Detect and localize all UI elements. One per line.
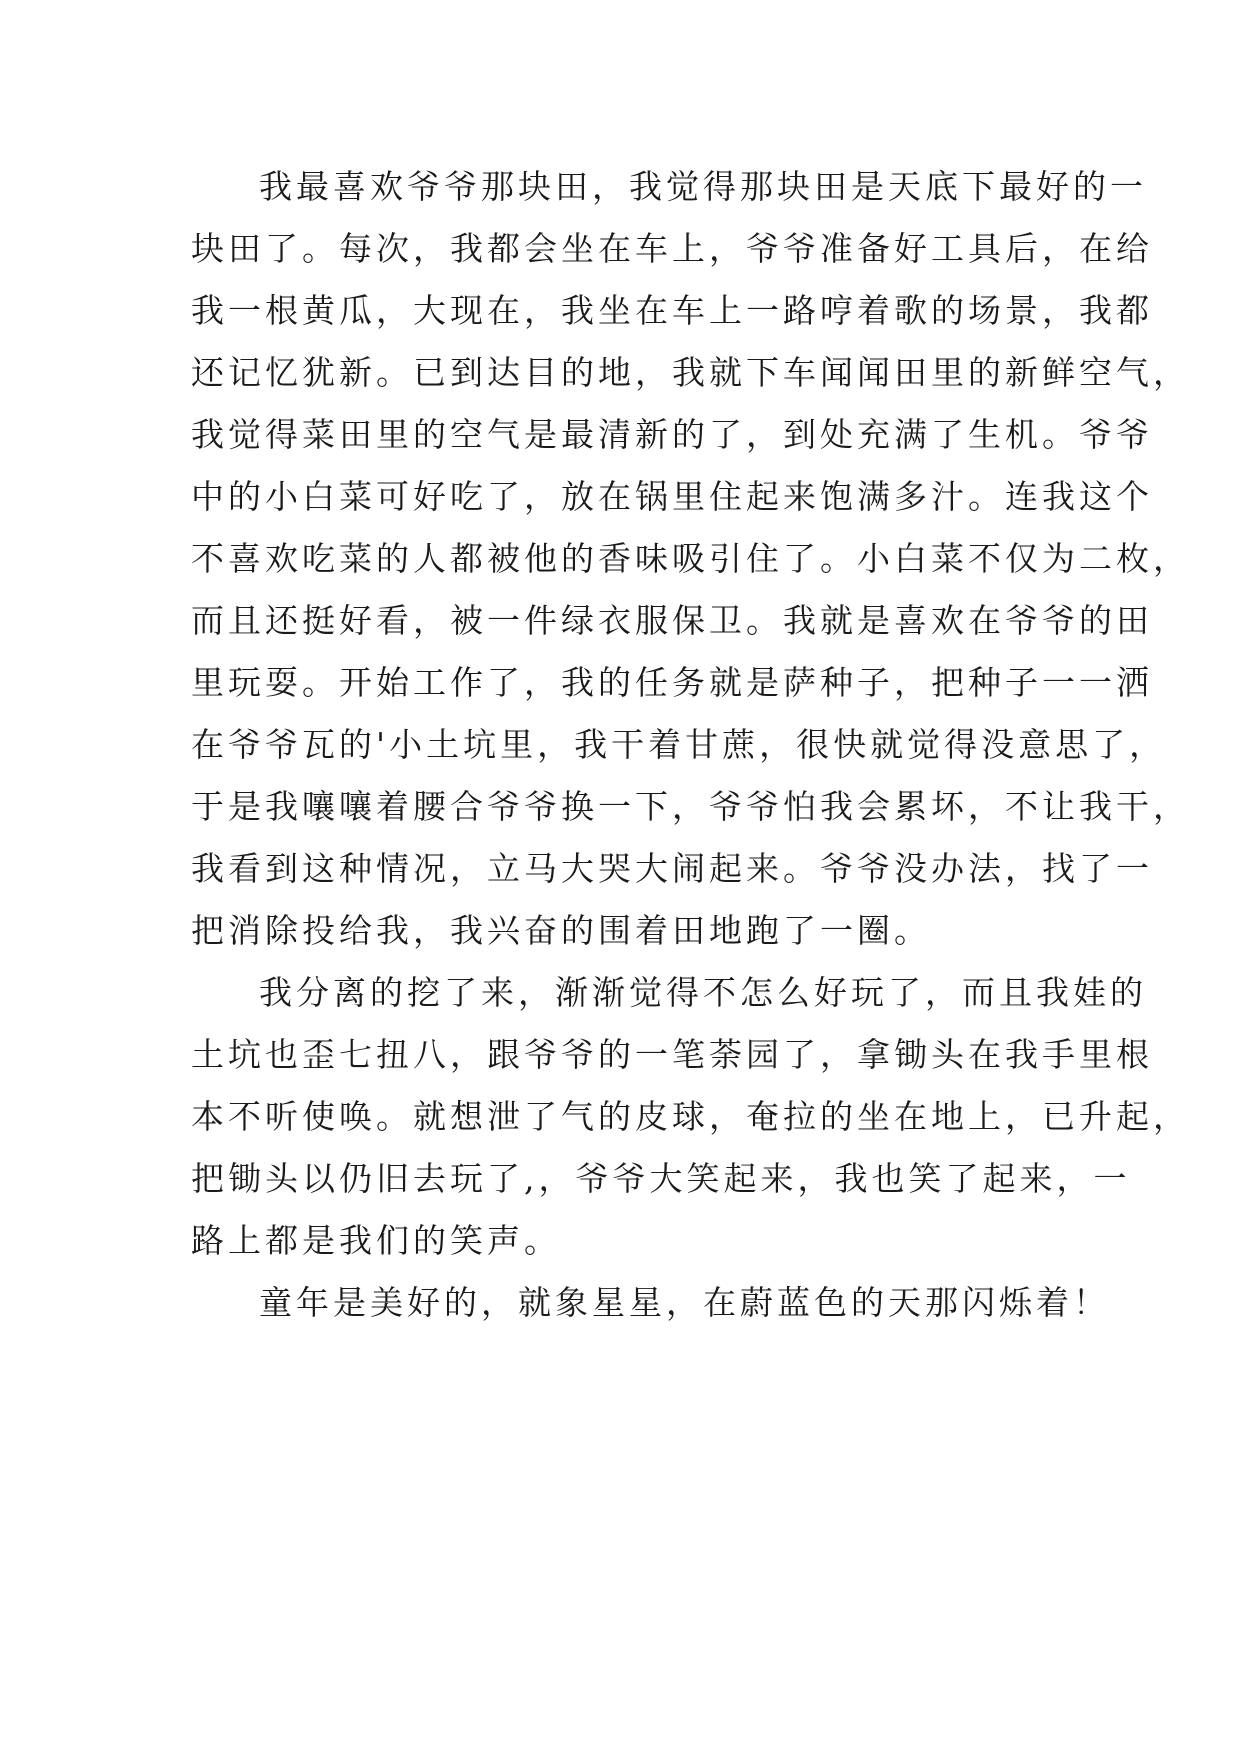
essay-body <box>191 156 1190 1334</box>
paragraph-2 <box>191 962 1190 1272</box>
text-line: 我一根黄瓜，大现在，我坐在车上一路哼着歌的场景，我都 <box>191 291 1153 330</box>
text-line: 把消除投给我，我兴奋的围着田地跑了一圈。 <box>191 911 931 950</box>
text-line: 而且还挺好看，被一件绿衣服保卫。我就是喜欢在爷爷的田 <box>191 601 1153 640</box>
paragraph-3 <box>191 1272 1110 1334</box>
text-line: 还记忆犹新。已到达目的地，我就下车闻闻田里的新鲜空气， <box>191 353 1190 392</box>
text-line: 块田了。每次，我都会坐在车上，爷爷准备好工具后，在给 <box>191 229 1153 268</box>
text-line: 童年是美好的，就象星星，在蔚蓝色的天那闪烁着！ <box>259 1283 1110 1322</box>
text-line: 于是我嚷嚷着腰合爷爷换一下，爷爷怕我会累坏，不让我干， <box>191 787 1190 826</box>
text-line: 中的小白菜可好吃了，放在锅里住起来饱满多汁。连我这个 <box>191 477 1153 516</box>
paragraph-1 <box>191 156 1190 962</box>
text-line: 土坑也歪七扭八，跟爷爷的一笔荼园了，拿锄头在我手里根 <box>191 1035 1153 1074</box>
text-line: 我分离的挖了来，渐渐觉得不怎么好玩了，而且我娃的 <box>259 973 1147 1012</box>
text-line: 我觉得菜田里的空气是最清新的了，到处充满了生机。爷爷 <box>191 415 1153 454</box>
text-line: 路上都是我们的笑声。 <box>191 1221 561 1260</box>
text-line: 不喜欢吃菜的人都被他的香味吸引住了。小白菜不仅为二枚， <box>191 539 1190 578</box>
text-line: 我看到这种情况，立马大哭大闹起来。爷爷没办法，找了一 <box>191 849 1153 888</box>
text-line: 在爷爷瓦的'小土坑里，我干着甘蔗，很快就觉得没意思了， <box>191 725 1167 764</box>
text-line: 本不听使唤。就想泄了气的皮球，奄拉的坐在地上，已升起， <box>191 1097 1190 1136</box>
text-line: 我最喜欢爷爷那块田，我觉得那块田是天底下最好的一 <box>259 167 1147 206</box>
text-line: 里玩耍。开始工作了，我的任务就是萨种子，把种子一一洒 <box>191 663 1153 702</box>
text-line: 把锄头以仍旧去玩了,，爷爷大笑起来，我也笑了起来，一 <box>191 1159 1131 1198</box>
